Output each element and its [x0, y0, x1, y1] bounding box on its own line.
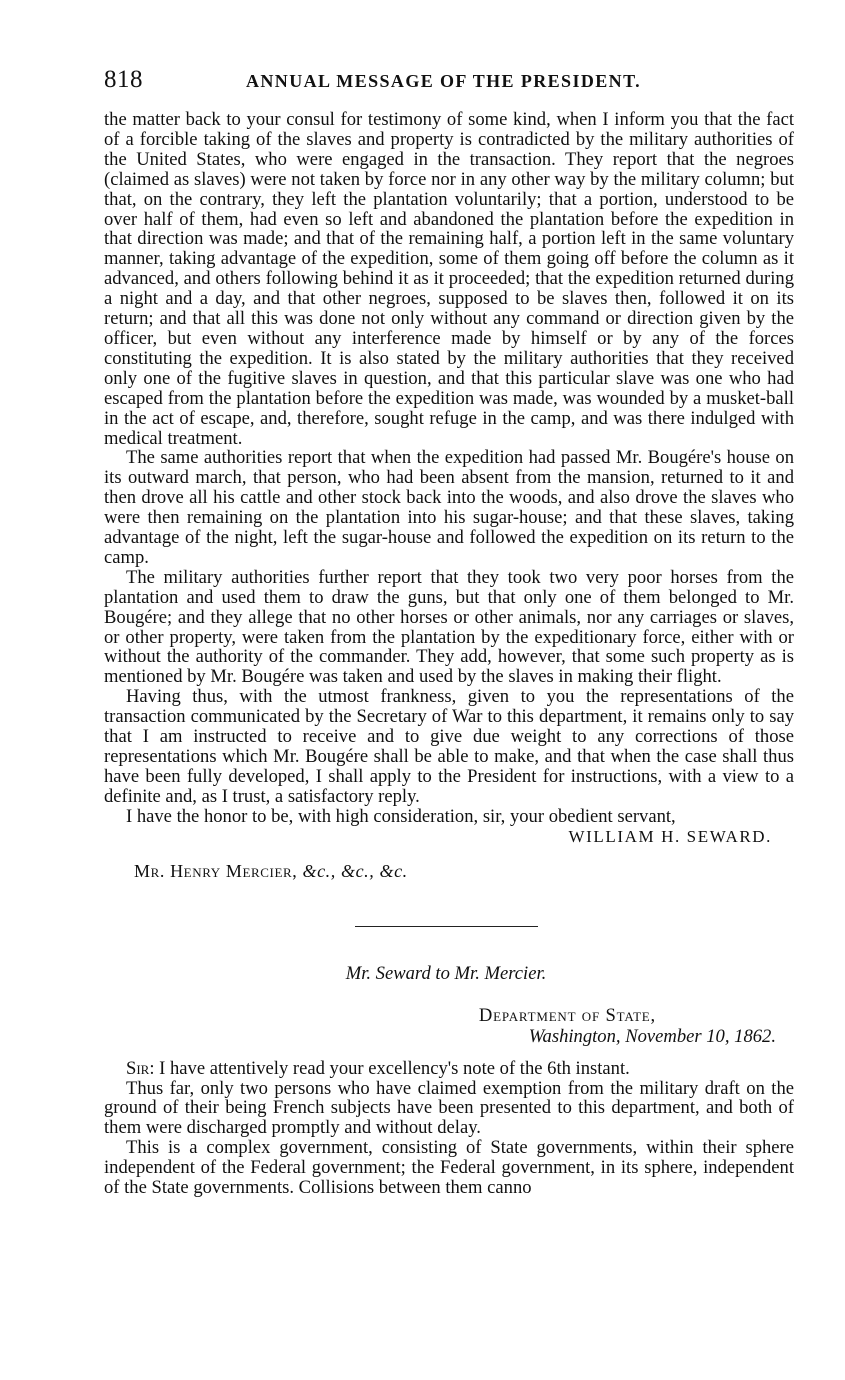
- document-page: [104, 66, 794, 1198]
- paragraph-text: I have attentively read your excellency's note of the 6th instant.: [159, 1057, 630, 1079]
- letter-body: [104, 1059, 794, 1198]
- paragraph: This is a complex government, consisting of State governments, within their sphere independent of the Federal government; the Federal government, in its sphere, independent of the State governments. Collisions between them canno: [104, 1137, 794, 1199]
- paragraph: Having thus, with the utmost frankness, given to you the representations of the transaction communicated by the Secretary of War to this department, it remains only to say that I am instructed to receive and to give due weight to any corrections of those representations which Mr. Bougére shall be able to make, and that when the case shall thus have been fully developed, I shall apply to the President for instructions, with a view to a definite and, as I trust, a satisfactory reply.: [104, 686, 794, 807]
- running-header: [104, 66, 794, 102]
- place-date-line: Washington, November 10, 1862.: [528, 1025, 776, 1047]
- running-title: ANNUAL MESSAGE OF THE PRESIDENT.: [246, 71, 642, 91]
- letter-heading: [104, 1005, 794, 1047]
- addressee: [134, 861, 794, 882]
- section-divider: [355, 926, 538, 927]
- addressee-etc: &c., &c., &c.: [302, 860, 408, 881]
- closing-line: I have the honor to be, with high consideration, sir, your obedient servant,: [126, 805, 676, 827]
- signature: WILLIAM H. SEWARD.: [568, 826, 772, 846]
- addressee-name: Mr. Henry Mercier,: [134, 860, 298, 881]
- paragraph: Thus far, only two persons who have claimed exemption from the military draft on the ground of their being French subjects have been presented to this department, and both of them were discharged promptly and without delay.: [104, 1077, 794, 1139]
- page-number: 818: [104, 66, 143, 93]
- department-line: Department of State,: [478, 1004, 656, 1026]
- letter-title: Mr. Seward to Mr. Mercier.: [345, 962, 547, 984]
- letter-body-continued: [104, 110, 794, 807]
- paragraph: The military authorities further report that they took two very poor horses from the plantation and used them to draw the guns, but that only one of them belonged to Mr. Bougére; and they allege that no other horses or other animals, nor any carriages or slaves, or other property, were taken from the plantation by the expeditionary force, either with or without the authority of the commander. They add, however, that some such property as is mentioned by Mr. Bougére was taken and used by the slaves in making their flight.: [104, 566, 794, 688]
- paragraph: The same authorities report that when the expedition had passed Mr. Bougére's house on its outward march, that person, who had been absent from the mansion, returned to it and then drove all his cattle and other stock back into the woods, and also drove the slaves who were then remaining on the plantation into his sugar-house; and that these slaves, taking advantage of the night, left the sugar-house and followed the expedition on its return to the camp.: [104, 447, 794, 568]
- salutation: Sir:: [126, 1057, 155, 1079]
- paragraph: the matter back to your consul for testimony of some kind, when I inform you that the fact of a forcible taking of the slaves and property is contradicted by the military authorities of the United States, who were engaged in the transaction. They report that the negroes (claimed as slaves) were not taken by force nor in any other way by the military column; but that, on the contrary, they left the plantation voluntarily; that a portion, understood to be over half of them, had even so left and abandoned the plantation before the expedition in that direction was made; and that of the remaining half, a portion left in the same voluntary manner, taking advantage of the expedition, some of them going off before the column as it advanced, and others following behind it as it proceeded; that the expedition returned during a night and a day, and that other negroes, supposed to be slaves then, followed it on its return; and that all this was done not only without any command or direction given by the officer, but even without any interference made by himself or by any of the forces constituting the expedition. It is also stated by the military authorities that they received only one of the fugitive slaves in question, and that this particular slave was one who had escaped from the plantation before the expedition was made, was wounded by a musket-ball in the act of escape, and, therefore, sought refuge in the camp, and was there indulged with medical treatment.: [104, 109, 794, 449]
- paragraph: [104, 1059, 794, 1079]
